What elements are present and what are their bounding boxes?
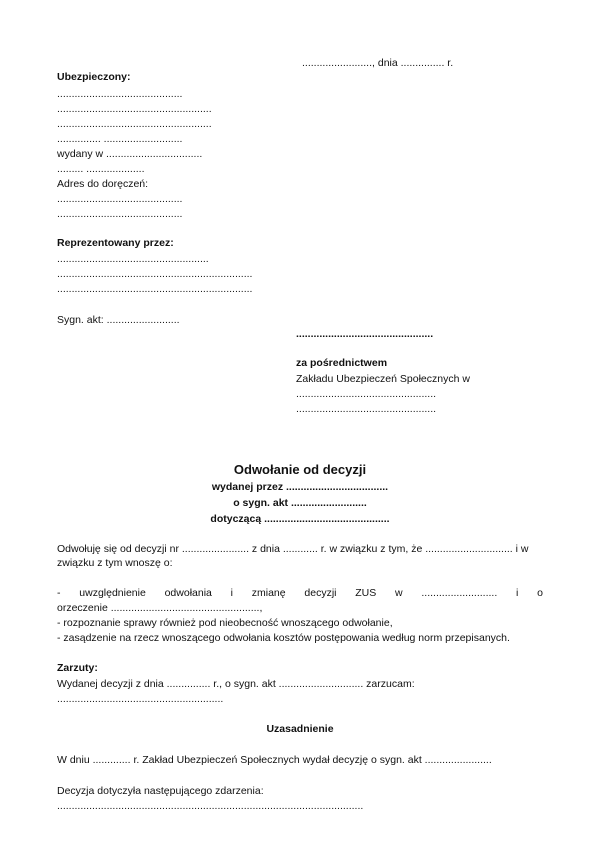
insured-line-6: ......... .................... bbox=[57, 163, 145, 175]
place-date-line: ........................, dnia ............... r. bbox=[302, 57, 454, 69]
institution-line: Zakładu Ubezpieczeń Społecznych w bbox=[296, 373, 470, 385]
insured-line-4: ............... ........................... bbox=[57, 133, 183, 145]
request-word: zmianę bbox=[251, 587, 286, 599]
insured-line-2: ..................................................... bbox=[57, 103, 212, 115]
request-word: ZUS bbox=[355, 587, 377, 599]
request-item-2: - rozpoznanie sprawy również pod nieobecność wnoszącego odwołanie, bbox=[57, 617, 393, 629]
document-title: Odwołanie od decyzji bbox=[233, 462, 367, 477]
representative-line-1: .................................................... bbox=[57, 253, 209, 265]
request-item-3: - zasądzenie na rzecz wnoszącego odwołania kosztów postępowania według norm przepisanych. bbox=[57, 632, 510, 644]
request-word: odwołania bbox=[164, 587, 212, 599]
court-name-dots: ............................................... bbox=[296, 328, 434, 340]
insured-line-3: ..................................................... bbox=[57, 118, 212, 130]
representative-line-3: ................................................................... bbox=[57, 283, 253, 295]
justification-line-1: W dniu ............. r. Zakład Ubezpieczeń Społecznych wydał decyzję o sygn. akt ....................... bbox=[57, 754, 492, 766]
issued-in-line: wydany w ................................. bbox=[57, 148, 203, 160]
case-number-line: Sygn. akt: ......................... bbox=[57, 314, 180, 326]
institution-dots-1: ................................................ bbox=[296, 388, 437, 400]
appeal-intro-line-2: związku z tym wnoszę o: bbox=[57, 557, 173, 569]
title-concerning: dotyczącą ........................................... bbox=[210, 513, 390, 525]
request-word: uwzględnienie bbox=[79, 587, 146, 599]
request-word: o bbox=[537, 587, 543, 599]
via-label: za pośrednictwem bbox=[296, 357, 388, 369]
objections-label: Zarzuty: bbox=[57, 662, 98, 674]
objections-line-1: Wydanej decyzji z dnia ............... r., o sygn. akt ............................. zarzucam: bbox=[57, 678, 415, 690]
appeal-intro-line-1: Odwołuję się od decyzji nr ....................... z dnia ............ r. w związku z tym, że .............................. i w bbox=[57, 543, 529, 555]
request-word: decyzji bbox=[304, 587, 337, 599]
request-item-1 bbox=[57, 587, 543, 599]
request-item-1-continued: orzeczenie ..................................................., bbox=[57, 602, 263, 614]
justification-heading: Uzasadnienie bbox=[266, 723, 334, 735]
address-line-2: ........................................... bbox=[57, 208, 183, 220]
request-word: i bbox=[516, 587, 519, 599]
justification-line-3: ......................................................................................................... bbox=[57, 800, 364, 812]
insured-label: Ubezpieczony: bbox=[57, 71, 131, 83]
representative-label: Reprezentowany przez: bbox=[57, 237, 174, 249]
request-word: i bbox=[230, 587, 233, 599]
title-issued-by: wydanej przez ................................... bbox=[211, 481, 389, 493]
address-line-1: ........................................... bbox=[57, 193, 183, 205]
representative-line-2: ................................................................... bbox=[57, 268, 253, 280]
request-word: - bbox=[57, 587, 61, 599]
address-label: Adres do doręczeń: bbox=[57, 178, 149, 190]
title-reference: o sygn. akt .......................... bbox=[233, 497, 367, 509]
request-word: .......................... bbox=[421, 587, 498, 599]
institution-dots-2: ................................................ bbox=[296, 403, 437, 415]
justification-line-2: Decyzja dotyczyła następującego zdarzenia: bbox=[57, 785, 264, 797]
request-word: w bbox=[395, 587, 403, 599]
insured-line-1: ........................................... bbox=[57, 88, 183, 100]
objections-line-2: ......................................................... bbox=[57, 693, 224, 705]
